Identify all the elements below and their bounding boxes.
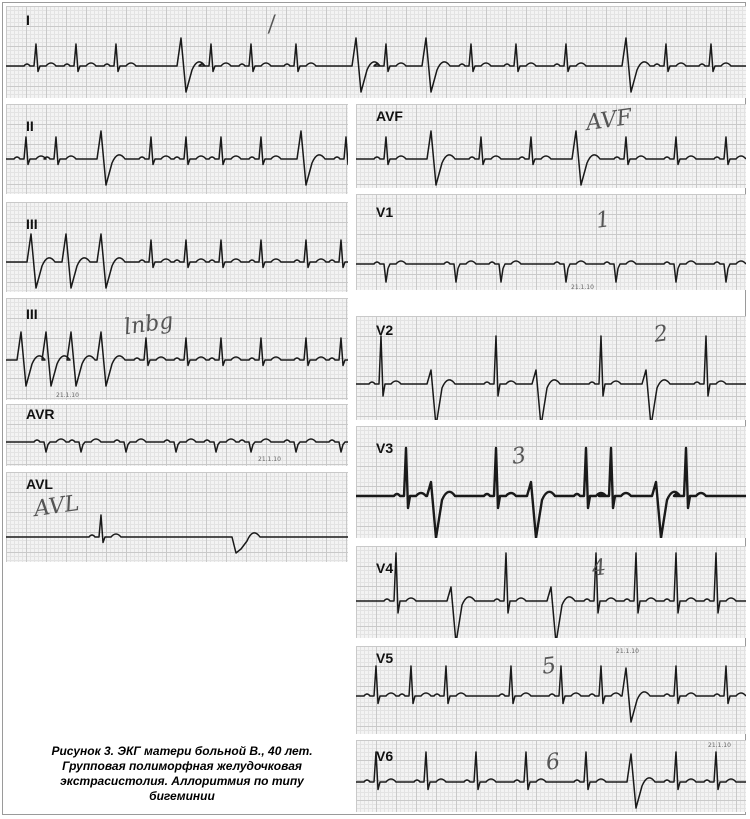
ecg-trace xyxy=(356,448,746,538)
caption-line-3: экстрасистолия. Аллоритмия по типу xyxy=(60,774,304,788)
ecg-trace xyxy=(356,336,746,420)
lead-label: V1 xyxy=(376,204,394,220)
handwritten-lead-note: AVL xyxy=(32,490,81,523)
ecg-trace xyxy=(356,553,746,638)
ecg-lead-avr xyxy=(6,404,348,466)
lead-label: V4 xyxy=(376,560,394,576)
lead-label: AVL xyxy=(26,476,53,492)
lead-label: V2 xyxy=(376,322,394,338)
ecg-lead-iii-b xyxy=(6,298,348,400)
ecg-lead-v3 xyxy=(356,426,746,538)
ecg-lead-v4 xyxy=(356,546,746,638)
ecg-trace-svg xyxy=(356,316,746,420)
ecg-trace-svg xyxy=(6,404,348,466)
lead-label: AVR xyxy=(26,406,55,422)
lead-label: III xyxy=(26,306,38,322)
ecg-trace xyxy=(6,131,348,185)
ecg-lead-v2 xyxy=(356,316,746,420)
ecg-lead-v6 xyxy=(356,740,746,812)
ecg-trace xyxy=(6,234,348,288)
caption-line-4: бигеминии xyxy=(149,789,215,803)
ecg-lead-iii xyxy=(6,202,348,292)
lead-label: II xyxy=(26,118,34,134)
lead-label: AVF xyxy=(376,108,403,124)
handwritten-lead-note: AVF xyxy=(584,104,634,137)
paper-stamp: 21.1.10 xyxy=(56,392,79,399)
handwritten-lead-note: 1 xyxy=(594,207,612,234)
lead-label: V3 xyxy=(376,440,394,456)
paper-stamp: 21.1.10 xyxy=(571,284,594,290)
handwritten-lead-note: 6 xyxy=(544,749,562,776)
paper-stamp: 21.1.10 xyxy=(708,742,731,749)
figure-caption xyxy=(26,744,338,804)
paper-stamp: 21.1.10 xyxy=(616,648,639,655)
lead-label: V6 xyxy=(376,748,394,764)
caption-line-2: Групповая полиморфная желудочковая xyxy=(62,759,302,773)
ecg-trace xyxy=(6,38,746,92)
ecg-trace xyxy=(6,439,348,452)
lead-label: V5 xyxy=(376,650,394,666)
handwritten-lead-note: 4 xyxy=(590,555,608,582)
ecg-trace xyxy=(6,515,348,553)
ecg-trace xyxy=(356,261,746,282)
ecg-lead-v5 xyxy=(356,646,746,734)
handwritten-lead-note: lnbg xyxy=(122,308,175,341)
ecg-trace-svg xyxy=(356,194,746,290)
ecg-trace-svg xyxy=(6,104,348,194)
ecg-trace-svg xyxy=(356,546,746,638)
ecg-lead-v1 xyxy=(356,194,746,290)
handwritten-lead-note: 5 xyxy=(540,653,558,680)
ecg-trace-svg xyxy=(6,298,348,400)
handwritten-lead-note: 2 xyxy=(652,321,670,348)
ecg-lead-avf xyxy=(356,104,746,188)
ecg-lead-avl xyxy=(6,472,348,562)
lead-label: I xyxy=(26,12,30,28)
handwritten-lead-note: / xyxy=(266,11,278,38)
lead-label: III xyxy=(26,216,38,232)
ecg-trace-svg xyxy=(356,426,746,538)
ecg-trace xyxy=(6,332,348,386)
ecg-trace xyxy=(356,131,746,185)
caption-line-1: Рисунок 3. ЭКГ матери больной В., 40 лет. xyxy=(51,744,313,758)
ecg-lead-ii xyxy=(6,104,348,194)
ecg-trace-svg xyxy=(6,202,348,292)
ecg-trace-svg xyxy=(6,6,746,98)
paper-stamp: 21.1.10 xyxy=(258,456,281,463)
ecg-trace-svg xyxy=(356,104,746,188)
handwritten-lead-note: 3 xyxy=(510,443,528,470)
ecg-lead-i xyxy=(6,6,746,98)
